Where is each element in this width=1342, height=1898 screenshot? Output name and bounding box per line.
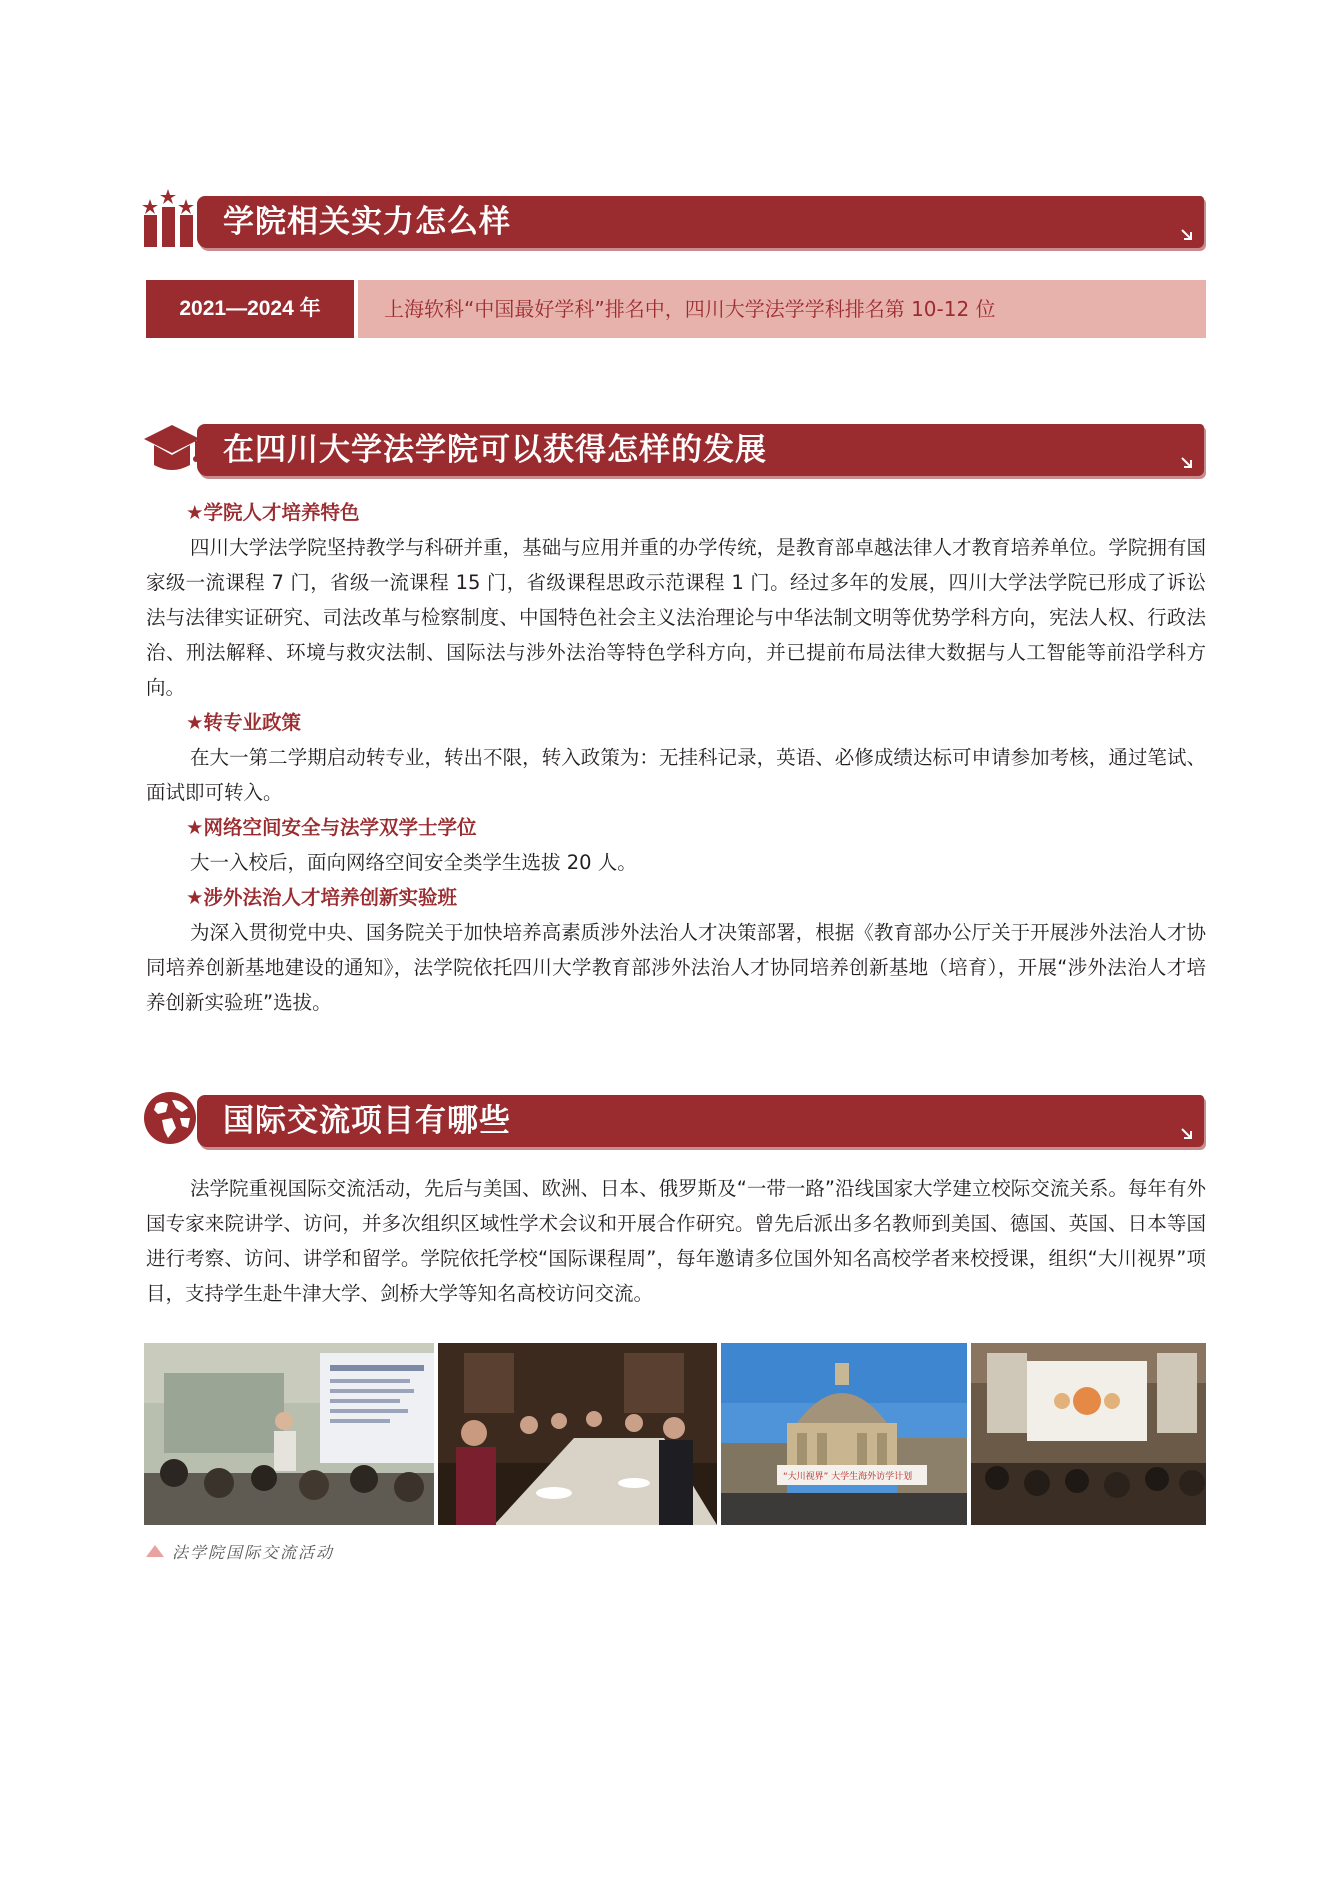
transfer-body: 在大一第二学期启动转专业，转出不限，转入政策为：无挂科记录，英语、必修成绩达标可申请参加考核，通过笔试、面试即可转入。	[146, 746, 1206, 804]
corner-arrow-icon	[1180, 228, 1194, 242]
exchange-content	[146, 1171, 1206, 1311]
banner-text: “大川视界” 大学生海外访学计划	[783, 1472, 913, 1482]
section-header-exchange	[142, 1088, 1204, 1148]
foreign-class-title: ★涉外法治人才培养创新实验班	[186, 886, 457, 909]
corner-arrow-icon	[1180, 456, 1194, 470]
transfer-title: ★转专业政策	[186, 711, 301, 734]
ranking-row	[146, 280, 1206, 338]
ranking-text: 上海软科“中国最好学科”排名中，四川大学法学学科排名第 10-12 位	[358, 280, 1206, 338]
talent-body: 四川大学法学院坚持教学与科研并重，基础与应用并重的办学传统，是教育部卓越法律人才教育培养单位。学院拥有国家级一流课程 7 门，省级一流课程 15 门，省级课程思政示范课程 1 门。经过多年的发展，四川大学法学院已形成了诉讼法与法律实证研究、司法改革与检察制度、中国特色社会主义法治理论与中华法制文明等优势学科方向，宪法人权、行政法治、刑法解释、环境与救灾法制、国际法与涉外法治等特色学科方向，并已提前布局法律大数据与人工智能等前沿学科方向。	[146, 536, 1206, 699]
section-header-development	[142, 417, 1204, 477]
foreign-class-body: 为深入贯彻党中央、国务院关于加快培养高素质涉外法治人才决策部署，根据《教育部办公厅关于开展涉外法治人才协同培养创新基地建设的通知》，法学院依托四川大学教育部涉外法治人才协同培养创新基地（培育），开展“涉外法治人才培养创新实验班”选拔。	[146, 921, 1206, 1014]
photo-lecture	[144, 1343, 434, 1525]
section-title: 在四川大学法学院可以获得怎样的发展	[223, 432, 767, 468]
dual-degree-title: ★网络空间安全与法学双学士学位	[186, 816, 477, 839]
photo-caption: 法学院国际交流活动	[172, 1543, 335, 1562]
photo-dinner	[434, 1343, 717, 1525]
corner-arrow-icon	[1180, 1127, 1194, 1141]
trophy-stars-icon	[142, 189, 198, 249]
talent-title: ★学院人才培养特色	[186, 501, 360, 524]
section-header-strength	[142, 189, 1204, 249]
exchange-photos	[144, 1343, 1206, 1525]
section-title: 学院相关实力怎么样	[223, 204, 511, 240]
globe-icon	[142, 1088, 198, 1148]
photo-radcliffe	[717, 1343, 967, 1525]
graduation-cap-icon	[142, 417, 198, 477]
development-content	[146, 495, 1206, 1020]
section-title: 国际交流项目有哪些	[223, 1103, 511, 1139]
ranking-year: 2021—2024 年	[146, 280, 354, 338]
exchange-body: 法学院重视国际交流活动，先后与美国、欧洲、日本、俄罗斯及“一带一路”沿线国家大学建立校际交流关系。每年有外国专家来院讲学、访问，并多次组织区域性学术会议和开展合作研究。曾先后派出多名教师到美国、德国、英国、日本等国进行考察、访问、讲学和留学。学院依托学校“国际课程周”，每年邀请多位国外知名高校学者来校授课，组织“大川视界”项目，支持学生赴牛津大学、剑桥大学等知名高校访问交流。	[146, 1177, 1206, 1305]
caption-triangle-icon	[146, 1545, 164, 1557]
photo-seminar	[967, 1343, 1206, 1525]
dual-degree-body: 大一入校后，面向网络空间安全类学生选拔 20 人。	[190, 851, 637, 874]
